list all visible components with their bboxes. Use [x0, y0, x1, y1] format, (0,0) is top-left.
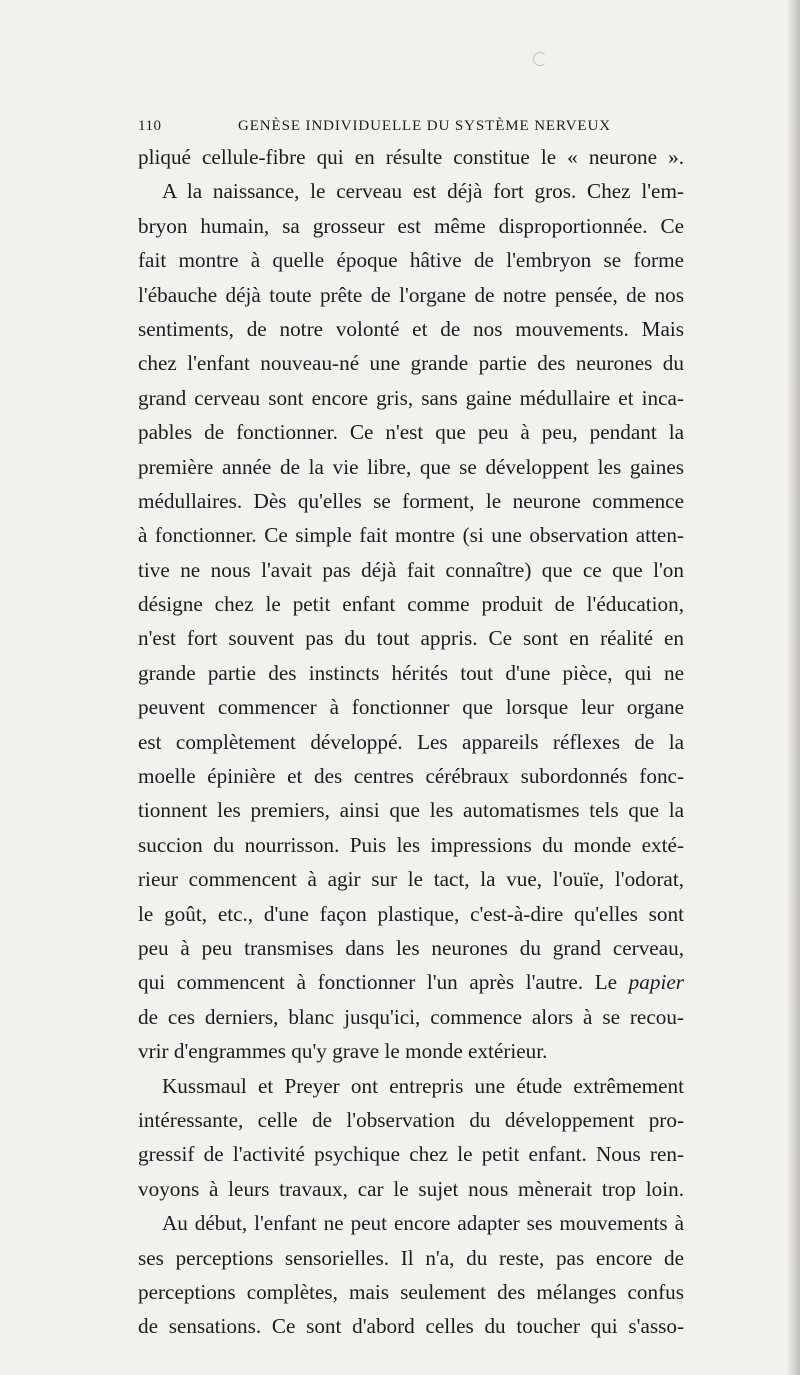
text-line: à fonctionner. Ce simple fait montre (si une observation atten- — [138, 523, 684, 548]
text-line: peu à peu transmises dans les neurones du grand cerveau, — [138, 935, 684, 960]
text-line: ses perceptions sensorielles. Il n'a, du reste, pas encore de — [138, 1245, 684, 1270]
print-smudge — [533, 52, 547, 66]
running-head — [138, 118, 682, 140]
text-line: l'ébauche déjà toute prête de l'organe de notre pensée, de nos — [138, 282, 684, 307]
text-line: Kussmaul et Preyer ont entrepris une étude extrêmement — [162, 1073, 684, 1098]
text-line: rieur commencent à agir sur le tact, la vue, l'ouïe, l'odorat, — [138, 867, 684, 892]
text-line: tionnent les premiers, ainsi que les automatismes tels que la — [138, 798, 684, 823]
text-line: désigne chez le petit enfant comme produit de l'éducation, — [138, 592, 684, 617]
text-line: perceptions complètes, mais seulement des mélanges confus — [138, 1279, 684, 1304]
text-line: qui commencent à fonctionner l'un après l'autre. Le papier — [138, 970, 684, 995]
text-line: est complètement développé. Les appareils réflexes de la — [138, 729, 684, 754]
text-line: chez l'enfant nouveau-né une grande partie des neurones du — [138, 351, 684, 376]
text-line: pables de fonctionner. Ce n'est que peu à peu, pendant la — [138, 420, 684, 445]
text-line: de sensations. Ce sont d'abord celles du toucher qui s'asso- — [138, 1314, 684, 1339]
running-title: GENÈSE INDIVIDUELLE DU SYSTÈME NERVEUX — [238, 118, 611, 134]
text-line: gressif de l'activité psychique chez le petit enfant. Nous ren- — [138, 1142, 684, 1167]
text-line: fait montre à quelle époque hâtive de l'embryon se forme — [138, 248, 684, 273]
text-line: médullaires. Dès qu'elles se forment, le neurone commence — [138, 488, 684, 513]
text-line: succion du nourrisson. Puis les impressions du monde exté- — [138, 832, 684, 857]
text-line: intéressante, celle de l'observation du développement pro- — [138, 1107, 684, 1132]
text-line: A la naissance, le cerveau est déjà fort gros. Chez l'em- — [162, 179, 684, 204]
body-text — [138, 140, 684, 1344]
text-line: pliqué cellule-fibre qui en résulte constitue le « neurone ». — [138, 145, 684, 169]
text-line: vrir d'engrammes qu'y grave le monde extérieur. — [138, 1039, 548, 1064]
text-line: peuvent commencer à fonctionner que lorsque leur organe — [138, 695, 684, 720]
text-line: tive ne nous l'avait pas déjà fait connaître) que ce que l'on — [138, 557, 684, 582]
italic-word: papier — [628, 970, 684, 995]
text-line: le goût, etc., d'une façon plastique, c'est-à-dire qu'elles sont — [138, 901, 684, 926]
text-line: première année de la vie libre, que se développent les gaines — [138, 454, 684, 479]
text-line: sentiments, de notre volonté et de nos mouvements. Mais — [138, 316, 684, 341]
text-line: grand cerveau sont encore gris, sans gaine médullaire et inca- — [138, 385, 684, 410]
text-line: de ces derniers, blanc jusqu'ici, commence alors à se recou- — [138, 1004, 684, 1029]
text-line: n'est fort souvent pas du tout appris. Ce sont en réalité en — [138, 626, 684, 651]
page-number: 110 — [138, 118, 162, 134]
text-line: Au début, l'enfant ne peut encore adapter ses mouvements à — [162, 1211, 684, 1236]
text-line: grande partie des instincts hérités tout d'une pièce, qui ne — [138, 660, 684, 685]
text-line: moelle épinière et des centres cérébraux subordonnés fonc- — [138, 764, 684, 789]
text-line: voyons à leurs travaux, car le sujet nous mènerait trop loin. — [138, 1176, 684, 1201]
page-edge-shadow — [786, 0, 800, 1375]
text-line: bryon humain, sa grosseur est même disproportionnée. Ce — [138, 213, 684, 238]
